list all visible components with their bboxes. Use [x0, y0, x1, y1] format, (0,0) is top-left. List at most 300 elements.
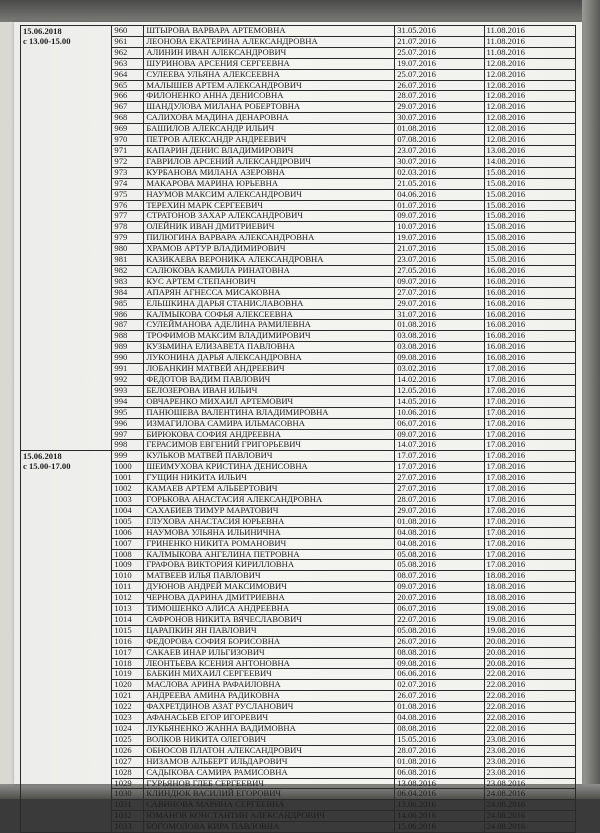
birth-date: 03.02.2016: [395, 364, 484, 375]
row-number: 972: [112, 156, 144, 167]
queue-date: 15.08.2016: [484, 233, 575, 244]
queue-date: 23.08.2016: [484, 778, 575, 789]
queue-date: 24.08.2016: [484, 822, 575, 833]
birth-date: 05.08.2016: [395, 560, 484, 571]
person-name: ГЕРАСИМОВ ЕВГЕНИЙ ГРИГОРЬЕВИЧ: [144, 440, 395, 451]
queue-date: 16.08.2016: [484, 276, 575, 287]
birth-date: 20.07.2016: [395, 593, 484, 604]
birth-date: 21.07.2016: [395, 36, 484, 47]
session-time: с 15.00-17.00: [23, 461, 71, 472]
queue-date: 15.08.2016: [484, 167, 575, 178]
row-number: 999: [112, 451, 144, 462]
birth-date: 10.07.2016: [395, 222, 484, 233]
queue-date: 14.08.2016: [484, 156, 575, 167]
row-number: 1030: [112, 789, 144, 800]
birth-date: 27.05.2016: [395, 265, 484, 276]
person-name: ИЗМАГИЛОВА САМИРА ИЛЬМАСОВНА: [144, 418, 395, 429]
queue-date: 13.08.2016: [484, 145, 575, 156]
row-number: 990: [112, 353, 144, 364]
queue-date: 15.08.2016: [484, 178, 575, 189]
row-number: 1016: [112, 636, 144, 647]
person-name: АНДРЕЕВА АМИНА РАДИКОВНА: [144, 691, 395, 702]
person-name: САЛИХОВА МАДИНА ДЕНАРОВНА: [144, 113, 395, 124]
birth-date: 28.07.2016: [395, 745, 484, 756]
row-number: 973: [112, 167, 144, 178]
birth-date: 25.07.2016: [395, 69, 484, 80]
person-name: ЛУКОНИНА ДАРЬЯ АЛЕКСАНДРОВНА: [144, 353, 395, 364]
person-name: САЛЮКОВА КАМИЛА РИНАТОВНА: [144, 265, 395, 276]
birth-date: 09.07.2016: [395, 582, 484, 593]
row-number: 981: [112, 255, 144, 266]
birth-date: 08.07.2016: [395, 571, 484, 582]
birth-date: 13.08.2016: [395, 778, 484, 789]
queue-date: 12.08.2016: [484, 102, 575, 113]
person-name: ЛЕОНТЬЕВА КСЕНИЯ АНТОНОВНА: [144, 658, 395, 669]
queue-date: 18.08.2016: [484, 582, 575, 593]
person-name: ГРИНЕНКО НИКИТА РОМАНОВИЧ: [144, 538, 395, 549]
birth-date: 17.07.2016: [395, 462, 484, 473]
birth-date: 01.08.2016: [395, 702, 484, 713]
person-name: МАЛЫШЕВ АРТЕМ АЛЕКСАНДРОВИЧ: [144, 80, 395, 91]
row-number: 960: [112, 26, 144, 37]
person-name: КАЛМЫКОВА АНГЕЛИНА ПЕТРОВНА: [144, 549, 395, 560]
person-name: ТРОФИМОВ МАКСИМ ВЛАДИМИРОВИЧ: [144, 331, 395, 342]
person-name: КЛИНДЮК ВАСИЛИЙ ЕГОРОВИЧ: [144, 789, 395, 800]
birth-date: 27.07.2016: [395, 484, 484, 495]
queue-date: 16.08.2016: [484, 331, 575, 342]
queue-date: 17.08.2016: [484, 407, 575, 418]
queue-date: 17.08.2016: [484, 494, 575, 505]
row-number: 980: [112, 244, 144, 255]
birth-date: 12.05.2016: [395, 385, 484, 396]
row-number: 1027: [112, 756, 144, 767]
row-number: 974: [112, 178, 144, 189]
row-number: 971: [112, 145, 144, 156]
birth-date: 27.07.2016: [395, 473, 484, 484]
person-name: ВОЛКОВ НИКИТА ОЛЕГОВИЧ: [144, 734, 395, 745]
person-name: САДЫКОВА САМИРА РАМИСОВНА: [144, 767, 395, 778]
queue-date: 17.08.2016: [484, 440, 575, 451]
person-name: ГРАФОВА ВИКТОРИЯ КИРИЛЛОВНА: [144, 560, 395, 571]
person-name: ГЛУХОВА АНАСТАСИЯ ЮРЬЕВНА: [144, 516, 395, 527]
person-name: БОГОМОЛОВА КИРА ПАВЛОВНА: [144, 822, 395, 833]
row-number: 1002: [112, 484, 144, 495]
queue-date: 16.08.2016: [484, 309, 575, 320]
row-number: 988: [112, 331, 144, 342]
queue-date: 16.08.2016: [484, 342, 575, 353]
birth-date: 29.07.2016: [395, 505, 484, 516]
queue-date: 17.08.2016: [484, 484, 575, 495]
queue-date: 15.08.2016: [484, 200, 575, 211]
queue-date: 17.08.2016: [484, 505, 575, 516]
top-edge-shadow: [0, 0, 600, 22]
queue-date: 12.08.2016: [484, 91, 575, 102]
birth-date: 23.07.2016: [395, 145, 484, 156]
person-name: ГОРЬКОВА АНАСТАСИЯ АЛЕКСАНДРОВНА: [144, 494, 395, 505]
person-name: НАУМОВА УЛЬЯНА ИЛЬИНИЧНА: [144, 527, 395, 538]
birth-date: 02.07.2016: [395, 680, 484, 691]
row-number: 1012: [112, 593, 144, 604]
queue-date: 17.08.2016: [484, 385, 575, 396]
queue-date: 16.08.2016: [484, 320, 575, 331]
person-name: ФЕДОТОВ ВАДИМ ПАВЛОВИЧ: [144, 375, 395, 386]
row-number: 985: [112, 298, 144, 309]
person-name: СТРАТОНОВ ЗАХАР АЛЕКСАНДРОВИЧ: [144, 211, 395, 222]
queue-date: 15.08.2016: [484, 222, 575, 233]
row-number: 1007: [112, 538, 144, 549]
queue-date: 17.08.2016: [484, 560, 575, 571]
birth-date: 06.08.2016: [395, 767, 484, 778]
birth-date: 19.07.2016: [395, 58, 484, 69]
queue-date: 24.08.2016: [484, 800, 575, 811]
birth-date: 30.07.2016: [395, 113, 484, 124]
birth-date: 31.05.2016: [395, 26, 484, 37]
birth-date: 08.08.2016: [395, 724, 484, 735]
row-number: 1009: [112, 560, 144, 571]
row-number: 1011: [112, 582, 144, 593]
table-row: [21, 26, 576, 37]
session-date: 15.06.2018: [23, 451, 62, 462]
row-number: 968: [112, 113, 144, 124]
birth-date: 04.08.2016: [395, 538, 484, 549]
birth-date: 04.08.2016: [395, 527, 484, 538]
birth-date: 06.06.2016: [395, 669, 484, 680]
person-name: СУЛЕЙМАНОВА АДЕЛИНА РАМИЛЕВНА: [144, 320, 395, 331]
birth-date: 27.07.2016: [395, 287, 484, 298]
row-number: 978: [112, 222, 144, 233]
row-number: 961: [112, 36, 144, 47]
queue-date: 20.08.2016: [484, 658, 575, 669]
queue-date: 23.08.2016: [484, 734, 575, 745]
queue-date: 11.08.2016: [484, 36, 575, 47]
row-number: 983: [112, 276, 144, 287]
birth-date: 07.08.2016: [395, 135, 484, 146]
person-name: ОБНОСОВ ПЛАТОН АЛЕКСАНДРОВИЧ: [144, 745, 395, 756]
queue-date: 12.08.2016: [484, 58, 575, 69]
queue-date: 22.08.2016: [484, 713, 575, 724]
row-number: 969: [112, 124, 144, 135]
queue-date: 15.08.2016: [484, 189, 575, 200]
row-number: 993: [112, 385, 144, 396]
birth-date: 26.07.2016: [395, 691, 484, 702]
person-name: ДУЮНОВ АНДРЕЙ МАКСИМОВИЧ: [144, 582, 395, 593]
person-name: ЧЕРНОВА ДАРИНА ДМИТРИЕВНА: [144, 593, 395, 604]
row-number: 984: [112, 287, 144, 298]
birth-date: 25.07.2016: [395, 47, 484, 58]
queue-date: 22.08.2016: [484, 691, 575, 702]
row-number: 1023: [112, 713, 144, 724]
row-number: 1033: [112, 822, 144, 833]
birth-date: 31.07.2016: [395, 309, 484, 320]
person-name: КАПАРИН ДЕНИС ВЛАДИМИРОВИЧ: [144, 145, 395, 156]
birth-date: 15.05.2016: [395, 734, 484, 745]
queue-date: 17.08.2016: [484, 418, 575, 429]
person-name: МАТВЕЕВ ИЛЬЯ ПАВЛОВИЧ: [144, 571, 395, 582]
row-number: 1024: [112, 724, 144, 735]
row-number: 1020: [112, 680, 144, 691]
birth-date: 08.08.2016: [395, 647, 484, 658]
birth-date: 09.07.2016: [395, 429, 484, 440]
person-name: МАКАРОВА МАРИНА ЮРЬЕВНА: [144, 178, 395, 189]
queue-date: 24.08.2016: [484, 811, 575, 822]
birth-date: 23.07.2016: [395, 255, 484, 266]
queue-date: 23.08.2016: [484, 756, 575, 767]
birth-date: 26.07.2016: [395, 80, 484, 91]
person-name: САХАБИЕВ ТИМУР МАРАТОВИЧ: [144, 505, 395, 516]
queue-date: 15.08.2016: [484, 244, 575, 255]
queue-date: 22.08.2016: [484, 669, 575, 680]
row-number: 1032: [112, 811, 144, 822]
birth-date: 09.08.2016: [395, 658, 484, 669]
person-name: ПЕТРОВ АЛЕКСАНДР АНДРЕЕВИЧ: [144, 135, 395, 146]
birth-date: 03.08.2016: [395, 331, 484, 342]
birth-date: 05.08.2016: [395, 549, 484, 560]
person-name: БЕЛОЗЕРОВА ИВАН ИЛЬИЧ: [144, 385, 395, 396]
birth-date: 06.04.2016: [395, 789, 484, 800]
person-name: ЛУКЬЯНЕНКО ЖАННА ВАДИМОВНА: [144, 724, 395, 735]
queue-date: 22.08.2016: [484, 702, 575, 713]
queue-date: 18.08.2016: [484, 571, 575, 582]
queue-date: 12.08.2016: [484, 124, 575, 135]
person-name: ТЕРЕХИН МАРК СЕРГЕЕВИЧ: [144, 200, 395, 211]
row-number: 1018: [112, 658, 144, 669]
row-number: 1017: [112, 647, 144, 658]
row-number: 996: [112, 418, 144, 429]
person-name: ПИЛЮГИНА ВАРВАРА АЛЕКСАНДРОВНА: [144, 233, 395, 244]
session-date: 15.06.2018: [23, 26, 62, 36]
person-name: ФАХРЕТДИНОВ АЗАТ РУСЛАНОВИЧ: [144, 702, 395, 713]
person-name: ГУРЬЯНОВ ГЛЕБ СЕРГЕЕВИЧ: [144, 778, 395, 789]
birth-date: 29.07.2016: [395, 298, 484, 309]
birth-date: 21.07.2016: [395, 244, 484, 255]
queue-date: 16.08.2016: [484, 265, 575, 276]
row-number: 1028: [112, 767, 144, 778]
session-cell: [21, 451, 112, 833]
queue-date: 17.08.2016: [484, 549, 575, 560]
birth-date: 09.07.2016: [395, 211, 484, 222]
person-name: ФИЛОНЕНКО АННА ДЕНИСОВНА: [144, 91, 395, 102]
row-number: 987: [112, 320, 144, 331]
queue-date: 24.08.2016: [484, 789, 575, 800]
table-row: [21, 451, 576, 462]
session-time: с 13.00-15.00: [23, 36, 71, 46]
birth-date: 17.07.2016: [395, 451, 484, 462]
row-number: 965: [112, 80, 144, 91]
queue-date: 16.08.2016: [484, 287, 575, 298]
person-name: ПАНЮШЕВА ВАЛЕНТИНА ВЛАДИМИРОВНА: [144, 407, 395, 418]
row-number: 1031: [112, 800, 144, 811]
birth-date: 28.07.2016: [395, 494, 484, 505]
right-edge-shadow: [582, 0, 600, 799]
person-name: НИЗАМОВ АЛЬБЕРТ ИЛЬДАРОВИЧ: [144, 756, 395, 767]
person-name: ШУРИНОВА АРСЕНИЯ СЕРГЕЕВНА: [144, 58, 395, 69]
row-number: 1025: [112, 734, 144, 745]
person-name: ЛЕОНОВА ЕКАТЕРИНА АЛЕКСАНДРОВНА: [144, 36, 395, 47]
queue-date: 17.08.2016: [484, 527, 575, 538]
birth-date: 09.07.2016: [395, 276, 484, 287]
row-number: 966: [112, 91, 144, 102]
birth-date: 26.07.2016: [395, 636, 484, 647]
row-number: 991: [112, 364, 144, 375]
row-number: 967: [112, 102, 144, 113]
queue-date: 22.08.2016: [484, 680, 575, 691]
row-number: 1021: [112, 691, 144, 702]
birth-date: 19.07.2016: [395, 233, 484, 244]
birth-date: 14.06.2016: [395, 811, 484, 822]
row-number: 1026: [112, 745, 144, 756]
birth-date: 06.07.2016: [395, 604, 484, 615]
person-name: ШЕИМУХОВА КРИСТИНА ДЕНИСОВНА: [144, 462, 395, 473]
queue-date: 17.08.2016: [484, 473, 575, 484]
person-name: ОВЧАРЕНКО МИХАИЛ АРТЕМОВИЧ: [144, 396, 395, 407]
person-name: КАЗИКАЕВА ВЕРОНИКА АЛЕКСАНДРОВНА: [144, 255, 395, 266]
row-number: 977: [112, 211, 144, 222]
birth-date: 01.08.2016: [395, 320, 484, 331]
row-number: 962: [112, 47, 144, 58]
person-name: ЛОБАНКИН МАТВЕЙ АНДРЕЕВИЧ: [144, 364, 395, 375]
birth-date: 02.03.2016: [395, 167, 484, 178]
queue-table: [20, 25, 576, 833]
session-cell: [21, 26, 112, 451]
row-number: 1010: [112, 571, 144, 582]
row-number: 1001: [112, 473, 144, 484]
birth-date: 01.08.2016: [395, 124, 484, 135]
queue-date: 17.08.2016: [484, 462, 575, 473]
queue-date: 19.08.2016: [484, 614, 575, 625]
person-name: МАСЛОВА АРИНА РАФАИЛОВНА: [144, 680, 395, 691]
birth-date: 05.08.2016: [395, 625, 484, 636]
row-number: 1006: [112, 527, 144, 538]
queue-date: 19.08.2016: [484, 625, 575, 636]
queue-date: 16.08.2016: [484, 353, 575, 364]
row-number: 1003: [112, 494, 144, 505]
row-number: 964: [112, 69, 144, 80]
birth-date: 21.05.2016: [395, 178, 484, 189]
birth-date: 01.08.2016: [395, 516, 484, 527]
birth-date: 01.07.2016: [395, 200, 484, 211]
queue-date: 17.08.2016: [484, 538, 575, 549]
person-name: КУС АРТЕМ СТЕПАНОВИЧ: [144, 276, 395, 287]
row-number: 1000: [112, 462, 144, 473]
queue-date: 19.08.2016: [484, 604, 575, 615]
birth-date: 14.02.2016: [395, 375, 484, 386]
queue-date: 11.08.2016: [484, 26, 575, 37]
row-number: 1029: [112, 778, 144, 789]
birth-date: 28.07.2016: [395, 91, 484, 102]
queue-date: 22.08.2016: [484, 724, 575, 735]
person-name: КУЗЬМИНА ЕЛИЗАВЕТА ПАВЛОВНА: [144, 342, 395, 353]
row-number: 1022: [112, 702, 144, 713]
person-name: БАБКИН МИХАИЛ СЕРГЕЕВИЧ: [144, 669, 395, 680]
birth-date: 03.08.2016: [395, 342, 484, 353]
person-name: АФАНАСЬЕВ ЕГОР ИГОРЕВИЧ: [144, 713, 395, 724]
row-number: 997: [112, 429, 144, 440]
birth-date: 09.08.2016: [395, 353, 484, 364]
queue-date: 17.08.2016: [484, 451, 575, 462]
row-number: 1008: [112, 549, 144, 560]
row-number: 963: [112, 58, 144, 69]
queue-date: 12.08.2016: [484, 113, 575, 124]
row-number: 975: [112, 189, 144, 200]
person-name: ОЛЕЙНИК ИВАН ДМИТРИЕВИЧ: [144, 222, 395, 233]
person-name: НАУМОВ МАКСИМ АЛЕКСАНДРОВИЧ: [144, 189, 395, 200]
person-name: ЕЛЬШКИНА ДАРЬЯ СТАНИСЛАВОВНА: [144, 298, 395, 309]
queue-date: 11.08.2016: [484, 47, 575, 58]
person-name: САФРОНОВ НИКИТА ВЯЧЕСЛАВОВИЧ: [144, 614, 395, 625]
birth-date: 14.05.2016: [395, 396, 484, 407]
queue-date: 23.08.2016: [484, 767, 575, 778]
row-number: 989: [112, 342, 144, 353]
birth-date: 15.06.2016: [395, 822, 484, 833]
person-name: БАШИЛОВ АЛЕКСАНДР ИЛЬИЧ: [144, 124, 395, 135]
queue-date: 20.08.2016: [484, 636, 575, 647]
queue-date: 12.08.2016: [484, 135, 575, 146]
queue-date: 17.08.2016: [484, 396, 575, 407]
person-name: ФЕДОРОВА СОФИЯ БОРИСОВНА: [144, 636, 395, 647]
row-number: 995: [112, 407, 144, 418]
person-name: СУЛЕЕВА УЛЬЯНА АЛЕКСЕЕВНА: [144, 69, 395, 80]
row-number: 986: [112, 309, 144, 320]
queue-date: 15.08.2016: [484, 255, 575, 266]
queue-date: 12.08.2016: [484, 80, 575, 91]
row-number: 1014: [112, 614, 144, 625]
birth-date: 01.08.2016: [395, 756, 484, 767]
person-name: ГУЩИН НИКИТА ИЛЬИЧ: [144, 473, 395, 484]
birth-date: 14.07.2016: [395, 440, 484, 451]
row-number: 1019: [112, 669, 144, 680]
person-name: ЦАРАПКИН ЯН ПАВЛОВИЧ: [144, 625, 395, 636]
birth-date: 04.06.2016: [395, 189, 484, 200]
row-number: 998: [112, 440, 144, 451]
queue-date: 23.08.2016: [484, 745, 575, 756]
person-name: КУЛЬКОВ МАТВЕЙ ПАВЛОВИЧ: [144, 451, 395, 462]
row-number: 1005: [112, 516, 144, 527]
birth-date: 13.06.2016: [395, 800, 484, 811]
row-number: 970: [112, 135, 144, 146]
birth-date: 06.07.2016: [395, 418, 484, 429]
row-number: 1004: [112, 505, 144, 516]
row-number: 976: [112, 200, 144, 211]
person-name: КУРБАНОВА МИЛАНА АЗЕРОВНА: [144, 167, 395, 178]
person-name: ШТЫРОВА ВАРВАРА АРТЕМОВНА: [144, 26, 395, 37]
queue-date: 17.08.2016: [484, 364, 575, 375]
queue-date: 17.08.2016: [484, 429, 575, 440]
person-name: ТИМОШЕНКО АЛИСА АНДРЕЕВНА: [144, 604, 395, 615]
person-name: САКАЕВ ИНАР ИЛЬГИЗОВИЧ: [144, 647, 395, 658]
birth-date: 29.07.2016: [395, 102, 484, 113]
person-name: КАЛМЫКОВА СОФЬЯ АЛЕКСЕЕВНА: [144, 309, 395, 320]
row-number: 992: [112, 375, 144, 386]
person-name: САВИНОВА МАРИНА СЕРГЕЕВНА: [144, 800, 395, 811]
birth-date: 10.06.2016: [395, 407, 484, 418]
birth-date: 04.08.2016: [395, 713, 484, 724]
queue-date: 12.08.2016: [484, 69, 575, 80]
row-number: 1015: [112, 625, 144, 636]
queue-table-body: [21, 26, 576, 833]
birth-date: 22.07.2016: [395, 614, 484, 625]
person-name: ШАНДУЛОВА МИЛАНА РОБЕРТОВНА: [144, 102, 395, 113]
birth-date: 30.07.2016: [395, 156, 484, 167]
person-name: АПАРЯН АГНЕССА МИСАКОВНА: [144, 287, 395, 298]
queue-date: 20.08.2016: [484, 647, 575, 658]
row-number: 1013: [112, 604, 144, 615]
person-name: АЛИНИН ИВАН АЛЕКСАНДРОВИЧ: [144, 47, 395, 58]
person-name: ХРАМОВ АРТУР ВЛАДИМИРОВИЧ: [144, 244, 395, 255]
person-name: КАМАЕВ АРТЕМ АЛЬБЕРТОВИЧ: [144, 484, 395, 495]
queue-date: 18.08.2016: [484, 593, 575, 604]
queue-date: 15.08.2016: [484, 211, 575, 222]
person-name: ЮМАНОВ КОНСТАНТИН АЛЕКСАНДРОВИЧ: [144, 811, 395, 822]
